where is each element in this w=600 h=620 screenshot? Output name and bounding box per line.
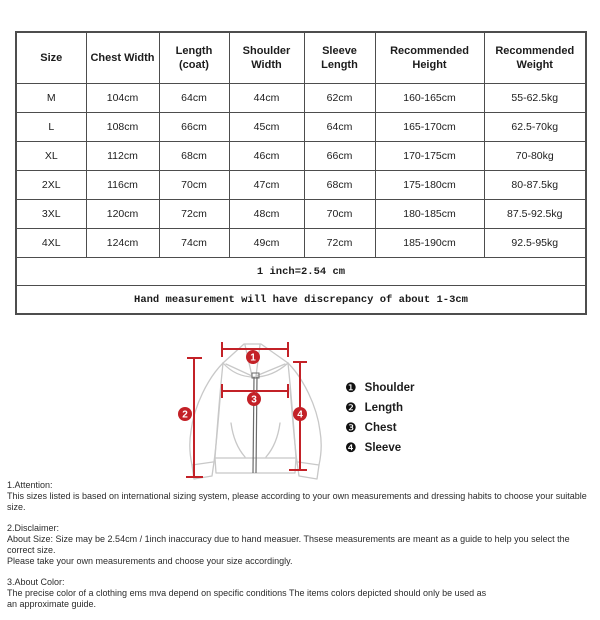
legend-item — [345, 381, 415, 394]
table-cell: 180-185cm — [375, 200, 484, 229]
table-cell: 48cm — [229, 200, 304, 229]
size-table-header-row — [16, 32, 586, 84]
marker-4-number: 4 — [297, 409, 303, 421]
table-cell: 70cm — [159, 171, 229, 200]
table-row — [16, 200, 586, 229]
table-cell: 120cm — [86, 200, 159, 229]
marker-3-number: 3 — [251, 394, 257, 406]
size-cell: 2XL — [16, 171, 86, 200]
table-cell: 72cm — [304, 229, 375, 258]
measure-lines — [186, 342, 307, 477]
legend-label: Shoulder — [364, 381, 415, 394]
column-header: Size — [16, 32, 86, 84]
table-cell: 46cm — [229, 142, 304, 171]
right-cuff-line — [298, 462, 319, 465]
table-note-row — [16, 286, 586, 315]
table-cell: 116cm — [86, 171, 159, 200]
size-cell: 4XL — [16, 229, 86, 258]
table-note-row — [16, 258, 586, 286]
table-row — [16, 84, 586, 113]
note-line: Please take your own measurements and choose your size accordingly. — [7, 556, 293, 566]
table-cell: 80-87.5kg — [484, 171, 586, 200]
table-cell: 68cm — [304, 171, 375, 200]
numbered-circle-icon: ❹ — [345, 440, 357, 455]
column-header: Recommended Height — [375, 32, 484, 84]
pocket-curves — [231, 423, 280, 457]
table-cell: 70cm — [304, 200, 375, 229]
size-cell: M — [16, 84, 86, 113]
marker-2-number: 2 — [182, 409, 188, 421]
table-cell: 64cm — [304, 113, 375, 142]
numbered-circle-icon: ❶ — [345, 380, 357, 395]
table-cell: 160-165cm — [375, 84, 484, 113]
table-cell: 66cm — [159, 113, 229, 142]
table-cell: 87.5-92.5kg — [484, 200, 586, 229]
table-row — [16, 229, 586, 258]
table-cell: 74cm — [159, 229, 229, 258]
table-cell: 68cm — [159, 142, 229, 171]
table-cell: 49cm — [229, 229, 304, 258]
note-line: This sizes listed is based on international sizing system, please according to your own measurements and dressing habits to choose your suitable size. — [7, 491, 587, 512]
column-header: Sleeve Length — [304, 32, 375, 84]
table-cell: 175-180cm — [375, 171, 484, 200]
note-section — [7, 577, 595, 610]
column-header: Chest Width — [86, 32, 159, 84]
jacket-measurement-diagram — [160, 330, 360, 490]
table-cell: 112cm — [86, 142, 159, 171]
size-table — [15, 31, 587, 315]
size-cell: L — [16, 113, 86, 142]
table-cell: 45cm — [229, 113, 304, 142]
table-cell: 124cm — [86, 229, 159, 258]
table-cell: 72cm — [159, 200, 229, 229]
note-title: 1.Attention: — [7, 480, 53, 490]
size-cell: 3XL — [16, 200, 86, 229]
note-line: The precise color of a clothing ems mva depend on specific conditions The items colors depicted should only be used as — [7, 588, 487, 598]
note-line: About Size: Size may be 2.54cm / 1inch inaccuracy due to hand measuer. Thsese measurements are meant as a guide to help you select the correct size. — [7, 534, 570, 555]
footnotes — [7, 480, 595, 620]
table-cell: 64cm — [159, 84, 229, 113]
table-row — [16, 113, 586, 142]
table-cell: 108cm — [86, 113, 159, 142]
note-section — [7, 480, 595, 513]
table-note-text: 1 inch=2.54 cm — [16, 258, 586, 286]
table-cell: 92.5-95kg — [484, 229, 586, 258]
table-cell: 55-62.5kg — [484, 84, 586, 113]
legend-item — [345, 421, 415, 434]
legend-item — [345, 441, 415, 454]
left-cuff-line — [192, 462, 213, 465]
table-cell: 104cm — [86, 84, 159, 113]
legend-label: Chest — [364, 421, 397, 434]
numbered-circle-icon: ❷ — [345, 400, 357, 415]
table-cell: 165-170cm — [375, 113, 484, 142]
table-cell: 170-175cm — [375, 142, 484, 171]
measurement-legend — [345, 381, 415, 454]
column-header: Shoulder Width — [229, 32, 304, 84]
legend-label: Length — [364, 401, 403, 414]
legend-item — [345, 401, 415, 414]
table-row — [16, 171, 586, 200]
table-cell: 44cm — [229, 84, 304, 113]
column-header: Recommended Weight — [484, 32, 586, 84]
table-row — [16, 142, 586, 171]
table-cell: 62.5-70kg — [484, 113, 586, 142]
table-note-text: Hand measurement will have discrepancy of about 1-3cm — [16, 286, 586, 315]
table-cell: 185-190cm — [375, 229, 484, 258]
table-cell: 47cm — [229, 171, 304, 200]
size-cell: XL — [16, 142, 86, 171]
table-cell: 66cm — [304, 142, 375, 171]
marker-1-number: 1 — [250, 352, 256, 364]
column-header: Length (coat) — [159, 32, 229, 84]
note-line: an approximate guide. — [7, 599, 97, 609]
note-title: 3.About Color: — [7, 577, 65, 587]
legend-label: Sleeve — [364, 441, 402, 454]
table-cell: 62cm — [304, 84, 375, 113]
note-section — [7, 523, 595, 567]
table-cell: 70-80kg — [484, 142, 586, 171]
note-title: 2.Disclaimer: — [7, 523, 60, 533]
numbered-circle-icon: ❸ — [345, 420, 357, 435]
